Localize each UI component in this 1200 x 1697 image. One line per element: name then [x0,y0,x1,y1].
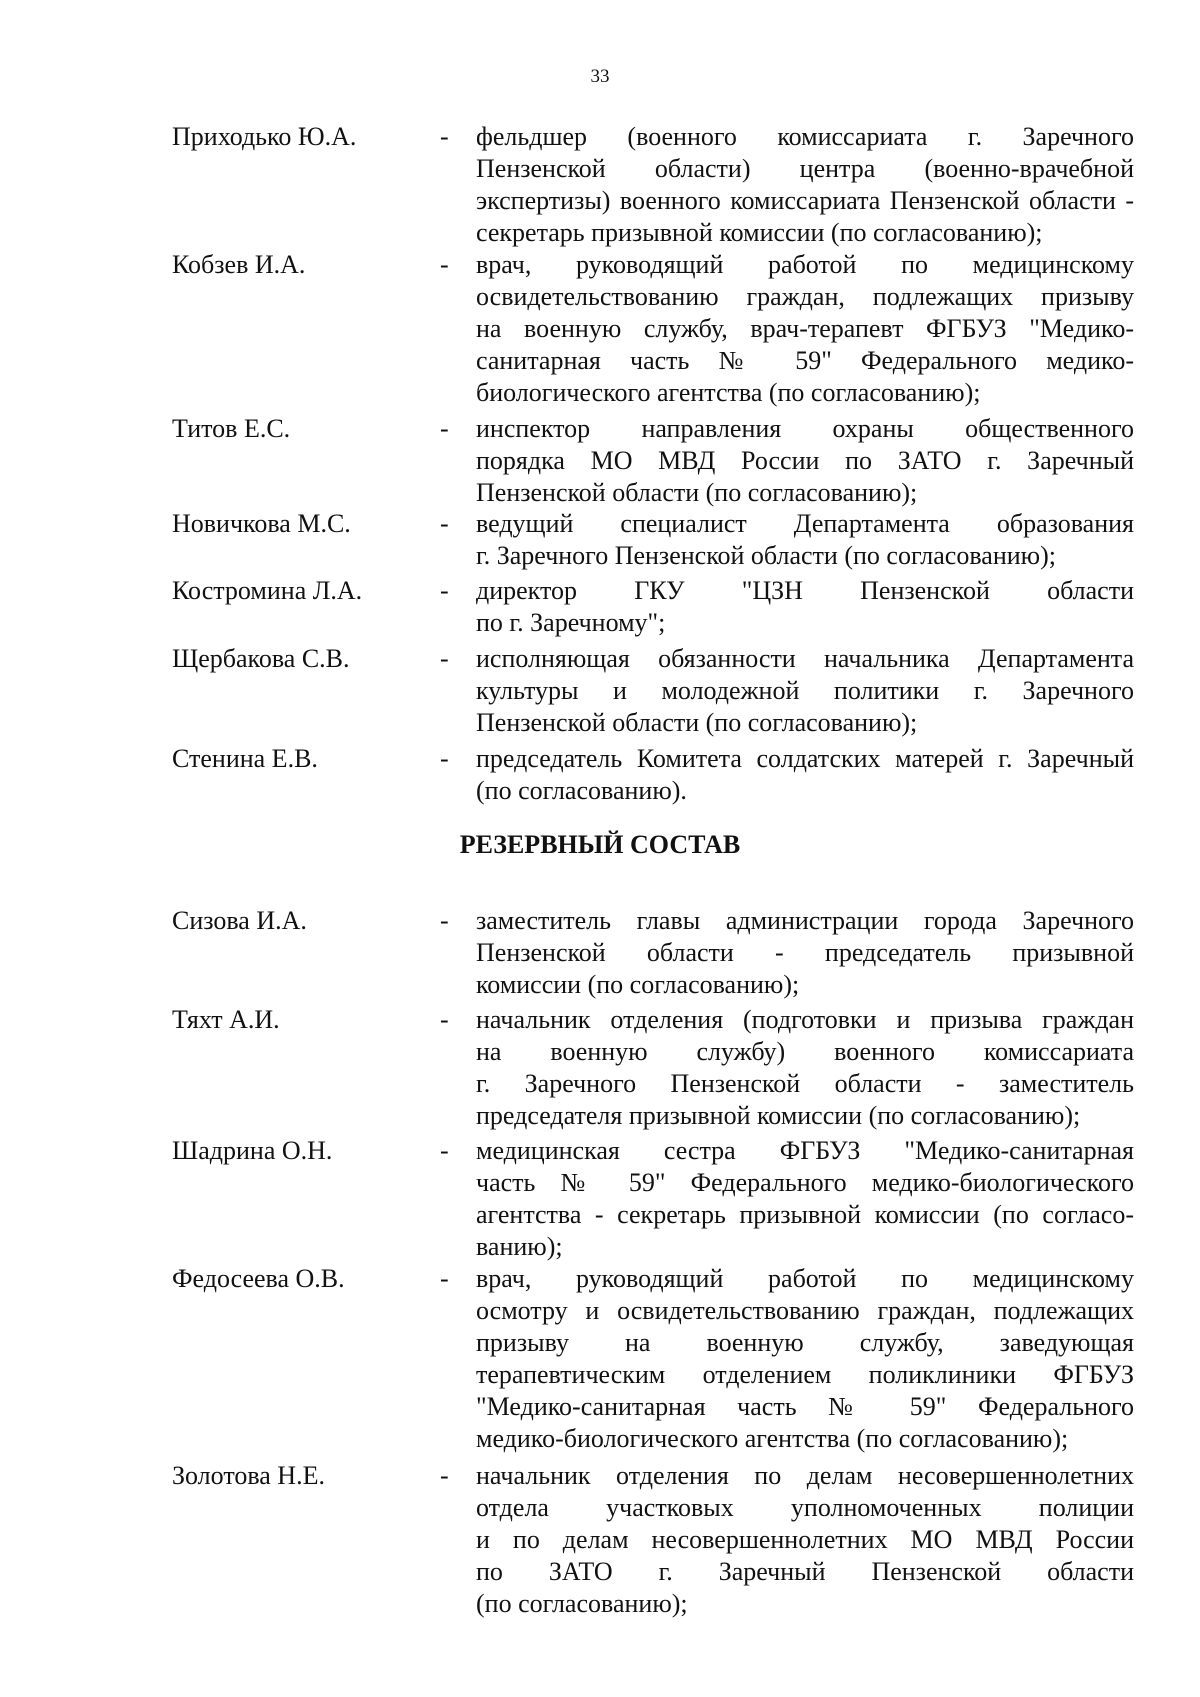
reserve-member-dash: - [440,1136,449,1165]
member-description-line: порядка МО МВД России по ЗАТО г. Заречный [476,446,1134,475]
member-name: Костромина Л.А. [172,576,363,605]
member-entry [172,743,1134,807]
reserve-member-description-line: (по согласованию); [476,1589,688,1618]
reserve-member-description [476,1263,1134,1455]
reserve-member-description-line: заместитель главы администрации города Заречного [476,906,1134,935]
reserve-member-dash: - [440,1461,449,1490]
page-number: 33 [590,66,610,87]
member-description-line: ведущий специалист Департамента образования [476,509,1134,538]
member-description-line: на военную службу, врач-терапевт ФГБУЗ "Медико- [476,314,1134,343]
member-description-line: Пензенской области) центра (военно-врачебной [476,154,1134,183]
member-entry [172,121,1134,249]
member-description-line: исполняющая обязанности начальника Департамента [476,644,1134,673]
reserve-member-description [476,1135,1134,1263]
reserve-member-description-line: председателя призывной комиссии (по согласованию); [476,1101,1081,1130]
member-description-line: врач, руководящий работой по медицинскому [476,250,1134,279]
reserve-member-description-line: отдела участковых уполномоченных полиции [476,1493,1134,1522]
reserve-member-description-line: часть № 59" Федерального медико-биологического [476,1168,1134,1197]
reserve-member-description-line: начальник отделения (подготовки и призыва граждан [476,1005,1134,1034]
member-description [476,413,1134,509]
member-description [476,121,1134,249]
reserve-member-dash: - [440,906,449,935]
member-dash: - [440,644,449,673]
reserve-member-description-line: по ЗАТО г. Заречный Пензенской области [476,1557,1134,1586]
member-entry [172,249,1134,409]
member-description-line: освидетельствованию граждан, подлежащих призыву [476,282,1134,311]
member-name: Щербакова С.В. [172,644,350,673]
reserve-member-description [476,1460,1134,1620]
member-description [476,643,1134,739]
member-description-line: инспектор направления охраны общественного [476,414,1134,443]
member-dash: - [440,414,449,443]
member-description-line: (по согласованию). [476,776,687,805]
reserve-member-entry [172,905,1134,1001]
member-entry [172,643,1134,739]
member-dash: - [440,250,449,279]
reserve-member-name: Сизова И.А. [172,906,307,935]
reserve-member-name: Шадрина О.Н. [172,1136,333,1165]
member-description-line: секретарь призывной комиссии (по согласованию); [476,218,1043,247]
reserve-member-description-line: и по делам несовершеннолетних МО МВД России [476,1525,1134,1554]
member-name: Стенина Е.В. [172,744,318,773]
reserve-member-dash: - [440,1005,449,1034]
member-description-line: фельдшер (военного комиссариата г. Заречного [476,122,1134,151]
reserve-section-title: РЕЗЕРВНЫЙ СОСТАВ [459,830,741,859]
reserve-member-name: Тяхт А.И. [172,1005,280,1034]
reserve-member-description [476,1004,1134,1132]
member-description [476,743,1134,807]
member-description-line: по г. Заречному"; [476,608,666,637]
member-entry [172,575,1134,639]
reserve-member-entry [172,1135,1134,1263]
member-description-line: санитарная часть № 59" Федерального медико- [476,346,1134,375]
reserve-member-entry [172,1460,1134,1620]
member-name: Приходько Ю.А. [172,122,357,151]
member-description-line: Пензенской области (по согласованию); [476,708,918,737]
member-name: Новичкова М.С. [172,509,351,538]
member-description [476,575,1134,639]
member-description-line: г. Заречного Пензенской области (по согласованию); [476,541,1056,570]
member-dash: - [440,122,449,151]
reserve-member-description-line: комиссии (по согласованию); [476,970,800,999]
member-name: Титов Е.С. [172,414,291,443]
member-description-line: биологического агентства (по согласованию); [476,378,981,407]
member-description [476,508,1134,572]
reserve-member-description-line: призыву на военную службу, заведующая [476,1328,1134,1357]
reserve-member-description [476,905,1134,1001]
reserve-member-description-line: на военную службу) военного комиссариата [476,1037,1134,1066]
reserve-member-description-line: осмотру и освидетельствованию граждан, подлежащих [476,1296,1134,1325]
reserve-member-description-line: терапевтическим отделением поликлиники ФГБУЗ [476,1360,1134,1389]
reserve-member-name: Золотова Н.Е. [172,1461,325,1490]
reserve-member-description-line: "Медико-санитарная часть № 59" Федерального [476,1392,1134,1421]
reserve-member-description-line: врач, руководящий работой по медицинскому [476,1264,1134,1293]
reserve-member-entry [172,1263,1134,1455]
reserve-member-description-line: Пензенской области - председатель призывной [476,938,1134,967]
reserve-member-dash: - [440,1264,449,1293]
member-dash: - [440,744,449,773]
reserve-member-description-line: ванию); [476,1232,563,1261]
reserve-member-description-line: медико-биологического агентства (по согласованию); [476,1424,1069,1453]
member-description-line: экспертизы) военного комиссариата Пензенской области - [476,186,1134,215]
member-description-line: Пензенской области (по согласованию); [476,478,918,507]
member-description-line: культуры и молодежной политики г. Заречного [476,676,1134,705]
reserve-member-entry [172,1004,1134,1132]
member-description [476,249,1134,409]
member-description-line: директор ГКУ "ЦЗН Пензенской области [476,576,1134,605]
member-name: Кобзев И.А. [172,250,306,279]
member-entry [172,413,1134,509]
reserve-member-name: Федосеева О.В. [172,1264,345,1293]
reserve-member-description-line: агентства - секретарь призывной комиссии (по согласо- [476,1200,1134,1229]
reserve-member-description-line: начальник отделения по делам несовершеннолетних [476,1461,1134,1490]
reserve-member-description-line: медицинская сестра ФГБУЗ "Медико-санитарная [476,1136,1134,1165]
reserve-member-description-line: г. Заречного Пензенской области - заместитель [476,1069,1134,1098]
member-entry [172,508,1134,572]
member-dash: - [440,509,449,538]
member-dash: - [440,576,449,605]
member-description-line: председатель Комитета солдатских матерей г. Заречный [476,744,1134,773]
